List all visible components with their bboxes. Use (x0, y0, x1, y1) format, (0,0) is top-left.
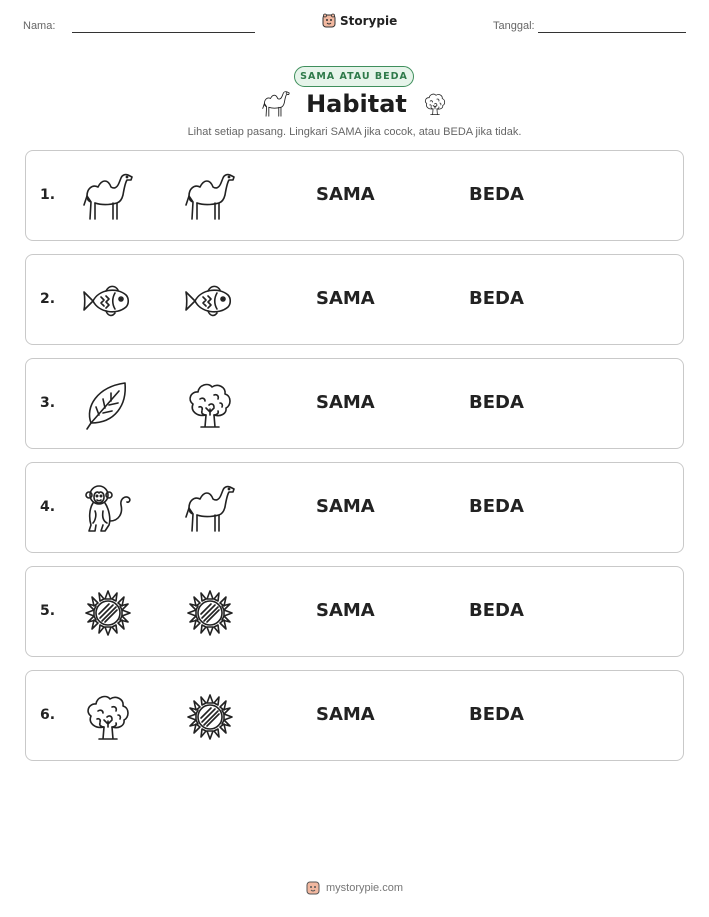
camel-icon (181, 169, 239, 225)
row-number: 1. (40, 187, 56, 203)
date-field[interactable] (538, 32, 686, 33)
title-row (0, 88, 709, 120)
option-sama[interactable]: SAMA (316, 184, 375, 205)
fish-icon (181, 273, 239, 329)
fish-icon (79, 273, 137, 329)
camel-icon (181, 481, 239, 537)
pair-row (25, 462, 684, 553)
footer (0, 880, 709, 896)
pair-row (25, 670, 684, 761)
option-beda[interactable]: BEDA (469, 392, 524, 413)
option-sama[interactable]: SAMA (316, 600, 375, 621)
row-number: 3. (40, 395, 56, 411)
camel-icon (79, 169, 137, 225)
page-title: Habitat (306, 90, 407, 118)
brand-name: Storypie (340, 14, 398, 28)
option-beda[interactable]: BEDA (469, 184, 524, 205)
storypie-logo-icon (306, 880, 320, 896)
row-number: 5. (40, 603, 56, 619)
instructions: Lihat setiap pasang. Lingkari SAMA jika cocok, atau BEDA jika tidak. (187, 126, 522, 138)
tree-icon (181, 377, 239, 433)
worksheet-type-badge: SAMA ATAU BEDA (294, 66, 414, 87)
sun-icon (181, 689, 239, 745)
storypie-logo-icon (322, 13, 336, 29)
pair-row (25, 566, 684, 657)
tree-icon (421, 88, 449, 120)
option-sama[interactable]: SAMA (316, 288, 375, 309)
name-label: Nama: (23, 20, 56, 32)
row-number: 2. (40, 291, 56, 307)
sun-icon (181, 585, 239, 641)
footer-url: mystorypie.com (325, 882, 404, 894)
leaf-icon (79, 377, 137, 433)
brand (322, 13, 397, 29)
option-sama[interactable]: SAMA (316, 392, 375, 413)
pair-row (25, 254, 684, 345)
option-beda[interactable]: BEDA (469, 288, 524, 309)
option-sama[interactable]: SAMA (316, 496, 375, 517)
option-beda[interactable]: BEDA (469, 704, 524, 725)
camel-icon (260, 88, 292, 120)
date-label: Tanggal: (493, 20, 535, 32)
monkey-icon (79, 481, 137, 537)
sun-icon (79, 585, 137, 641)
row-number: 4. (40, 499, 56, 515)
pair-row (25, 358, 684, 449)
name-field[interactable] (72, 32, 255, 33)
tree-icon (79, 689, 137, 745)
option-beda[interactable]: BEDA (469, 600, 524, 621)
row-number: 6. (40, 707, 56, 723)
option-sama[interactable]: SAMA (316, 704, 375, 725)
option-beda[interactable]: BEDA (469, 496, 524, 517)
pair-row (25, 150, 684, 241)
